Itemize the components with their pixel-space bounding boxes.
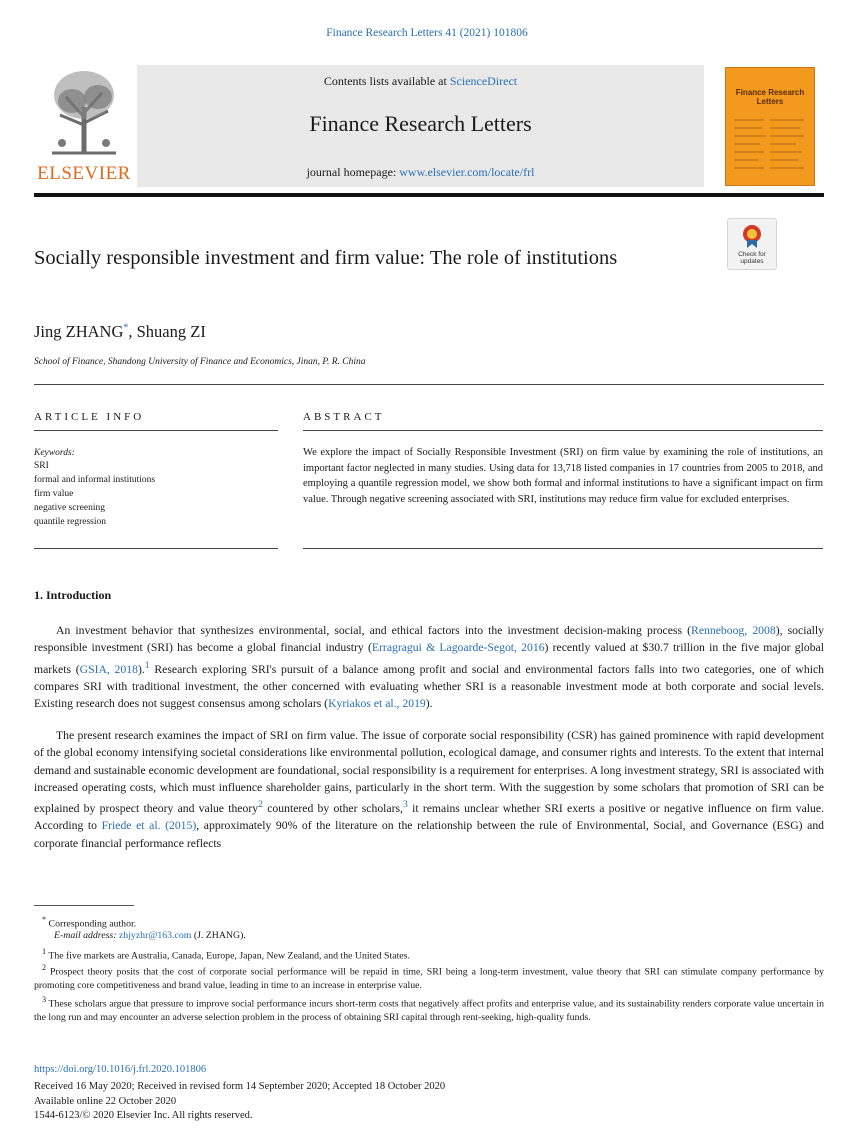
keyword-item: negative screening	[34, 503, 105, 513]
author-name[interactable]: Jing ZHANG	[34, 322, 124, 341]
elsevier-logo	[34, 65, 134, 187]
corresponding-author-mark[interactable]: *	[123, 322, 129, 334]
affiliation-divider	[34, 384, 824, 385]
article-title: Socially responsible investment and firm value: The role of institutions	[34, 247, 618, 269]
contents-line: Contents lists available at ScienceDirect	[323, 74, 518, 88]
keyword-item: SRI	[34, 461, 49, 471]
journal-reference[interactable]: Finance Research Letters 41 (2021) 101806	[326, 27, 528, 39]
abstract-divider	[303, 430, 823, 431]
keyword-item: formal and informal institutions	[34, 475, 156, 485]
article-info-heading: ARTICLE INFO	[34, 411, 145, 423]
available-online: Available online 22 October 2020	[34, 1096, 177, 1107]
citation-link[interactable]: GSIA, 2018	[79, 662, 138, 676]
abstract-text: We explore the impact of Socially Responsible Investment (SRI) on firm value by examining the role of institutions, an important factor neglected in many studies. Using data for 13,718 listed companies in 17 countries from 2005 to 2018, and employing a quantile regression model, we show both formal and informal institutions to have a significant impact on firm value. Through negative screening associated with SRI, institutions may reduce firm value for excluded enterprises.	[303, 447, 823, 505]
article-info-divider	[34, 430, 278, 431]
check-for-updates-label: Check for updates	[738, 251, 766, 265]
footnote-ref[interactable]: 3	[402, 799, 408, 811]
footnote-3: $^3$ These scholars argue that pressure to improve social performance incurs short-term costs that negatively affect profits and enterprise value, and its sustainability renders corporate value uncertain in the long run and may encounter an adverse selection problem in the process of obtaining SRI capital through rent-seeking, high-quality funds.	[34, 995, 824, 1024]
journal-title: Finance Research Letters	[309, 111, 532, 136]
intro-paragraph-2: The present research examines the impact of SRI on firm value. The issue of corporate social responsibility (CSR) has gained prominence with rapid development of the global economy intensifying societal considerations like environmental pollution, ecological damage, and consumer rights and interests. To the extent that internal demand and sustainable economic development are foundational, social responsibility is a requirement for enterprises. A long investment strategy, SRI is associated with increased operating costs, which must influence shareholder gains, particularly in the short term. With the suggestion by some scholars that promotion of SRI can be explained by prospect theory and value theory$^2$ countered by other scholars,$^3$ it remains unclear whether SRI exerts a positive or negative influence on firm value. According to Friede et al. (2015), approximately 90% of the literature on the relationship between the rule of Environmental, Social, and Governance (ESG) and corporate financial performance reflects	[34, 729, 825, 850]
check-for-updates-button[interactable]	[727, 218, 777, 270]
affiliation: School of Finance, Shandong University of Finance and Economics, Jinan, P. R. China	[34, 357, 366, 367]
header-divider	[34, 193, 824, 197]
elsevier-wordmark: ELSEVIER	[37, 163, 131, 184]
keyword-item: firm value	[34, 489, 74, 499]
sciencedirect-link[interactable]: ScienceDirect	[449, 74, 518, 88]
bookmark-icon	[742, 224, 762, 248]
received-dates: Received 16 May 2020; Received in revised form 14 September 2020; Accepted 18 October 2020	[34, 1081, 446, 1092]
author-line	[34, 322, 206, 342]
keywords-label: Keywords:	[34, 448, 75, 458]
doi-link[interactable]: https://doi.org/10.1016/j.frl.2020.101806	[34, 1064, 207, 1075]
citation-link[interactable]: Erragragui & Lagoarde-Segot, 2016	[371, 641, 545, 655]
citation-link[interactable]: Kyriakos et al., 2019	[328, 697, 426, 711]
footnote-1: $^1$ The five markets are Australia, Canada, Europe, Japan, New Zealand, and the United States.	[42, 947, 410, 962]
footnote-2: $^2$ Prospect theory posits that the cost of corporate social performance will be repaid in time, SRI being a long-term investment, value theory that SRI can stimulate company performance by promoting core competitiveness and brand value, leading in time to an increase in enterprise value.	[34, 963, 824, 992]
citation-link[interactable]: Friede et al. (2015)	[101, 819, 197, 833]
footnote-ref[interactable]: 2	[258, 799, 263, 811]
citation-link[interactable]: Renneboog, 2008	[691, 624, 776, 637]
homepage-line: journal homepage: www.elsevier.com/locate/frl	[306, 165, 535, 179]
homepage-link[interactable]: www.elsevier.com/locate/frl	[399, 165, 535, 179]
copyright: 1544-6123/© 2020 Elsevier Inc. All rights reserved.	[34, 1110, 253, 1121]
abstract-heading: ABSTRACT	[303, 411, 385, 423]
elsevier-tree-icon	[48, 67, 120, 155]
footnote-email: E-mail address: zhjyzhr@163.com (J. ZHANG).	[54, 930, 246, 941]
abstract-bottom-divider	[303, 548, 823, 549]
journal-cover-image	[725, 67, 815, 186]
email-link[interactable]: zhjyzhr@163.com	[118, 930, 192, 941]
author-name[interactable]: , Shuang ZI	[128, 322, 206, 341]
section-heading-introduction: 1. Introduction	[34, 588, 112, 602]
cover-text-lines	[734, 116, 806, 178]
intro-paragraph-1: An investment behavior that synthesizes environmental, social, and ethical factors into the investment decision-making process (Renneboog, 2008), socially responsible investment (SRI) has become a global financial industry (Erragragui & Lagoarde-Segot, 2016) recently valued at $30.7 trillion in the five major global markets (GSIA, 2018).$^1$ Research exploring SRI's pursuit of a balance among profit and social and environmental factors falls into two categories, one of which compares SRI with traditional investment, the other concerned with evaluating whether SRI is a reasonable investment mode at both corporate and social levels. Existing research does not suggest consensus among scholars (Kyriakos et al., 2019).	[34, 624, 824, 711]
keyword-item: quantile regression	[34, 517, 107, 527]
footnote-divider	[34, 905, 134, 906]
footnote-corresponding: * Corresponding author.	[42, 915, 137, 930]
footnote-ref[interactable]: 1	[144, 659, 150, 671]
journal-banner	[137, 65, 704, 187]
keywords-bottom-divider	[34, 548, 278, 549]
cover-title: Finance Research Letters	[735, 88, 805, 106]
